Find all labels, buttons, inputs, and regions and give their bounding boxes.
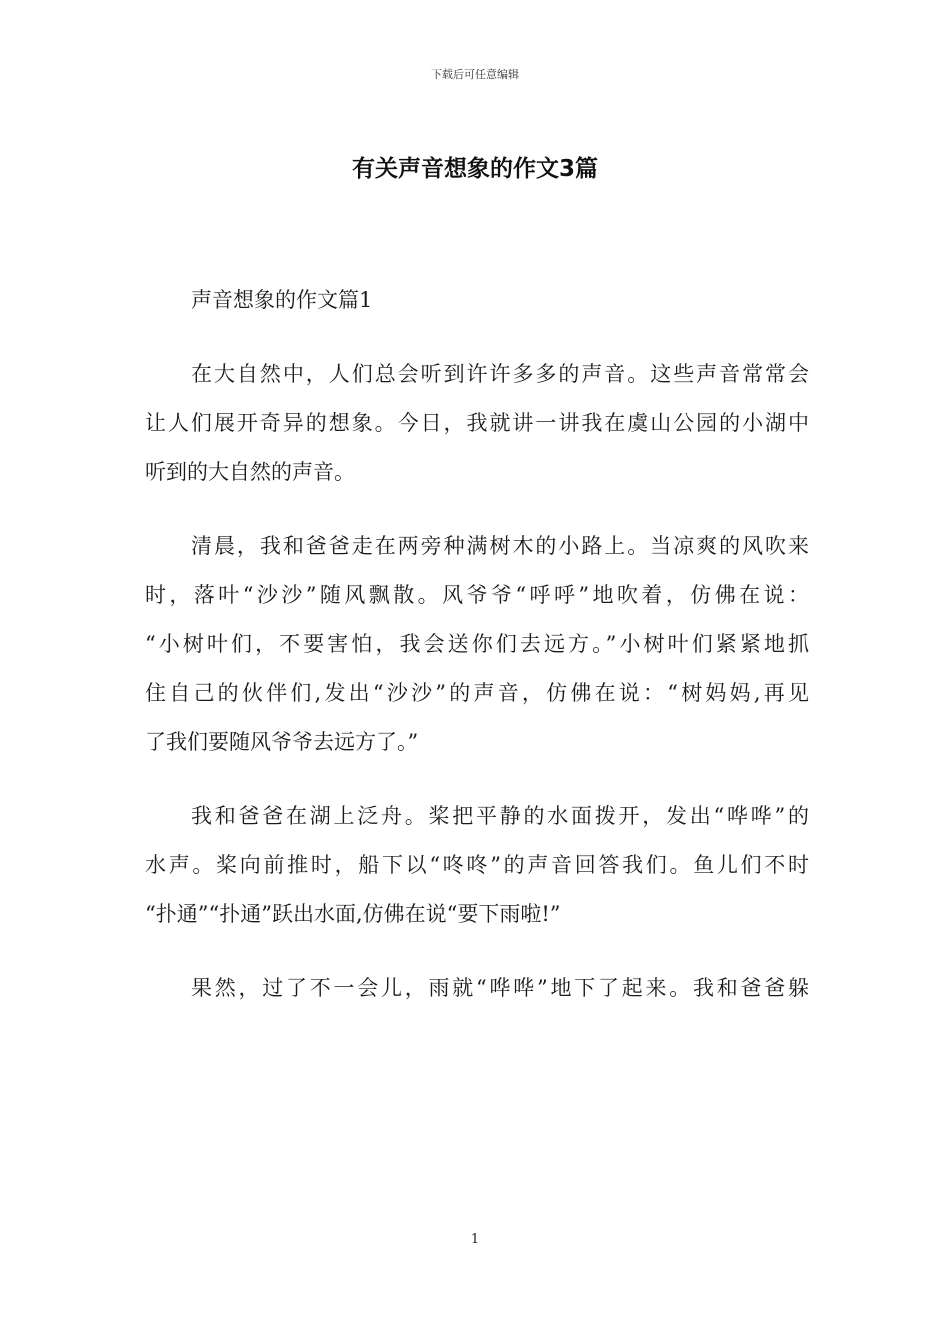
paragraph-gap <box>145 939 809 964</box>
text-line: 时，落叶“沙沙”随风飘散。风爷爷“呼呼”地吹着，仿佛在说： <box>145 583 809 607</box>
text-line: 住自己的伙伴们,发出“沙沙”的声音，仿佛在说：“树妈妈,再见 <box>145 681 809 705</box>
paragraph-gap <box>145 497 809 522</box>
text-line: 我和爸爸在湖上泛舟。桨把平静的水面拨开，发出“哗哗”的 <box>191 804 809 828</box>
text-line: 在大自然中，人们总会听到许许多多的声音。这些声音常常会 <box>191 362 809 386</box>
text-line: 水声。桨向前推时，船下以“咚咚”的声音回答我们。鱼儿们不时 <box>145 853 809 877</box>
page-title: 有关声音想象的作文3篇 <box>351 156 598 182</box>
document-body <box>145 276 809 1013</box>
paragraph-4 <box>145 964 809 1013</box>
header-note: 下载后可任意编辑 <box>431 68 519 81</box>
paragraph-1 <box>145 350 809 497</box>
text-line: 听到的大自然的声音。 <box>145 460 355 484</box>
section-heading: 声音想象的作文篇1 <box>191 288 373 312</box>
text-line: “小树叶们，不要害怕，我会送你们去远方。”小树叶们紧紧地抓 <box>145 632 809 656</box>
text-line: 清晨，我和爸爸走在两旁种满树木的小路上。当凉爽的风吹来 <box>191 534 809 558</box>
text-line: 果然，过了不一会儿，雨就“哗哗”地下了起来。我和爸爸躲 <box>191 976 809 1000</box>
paragraph-gap <box>145 767 809 792</box>
text-line: “扑通”“扑通”跃出水面,仿佛在说“要下雨啦!” <box>145 902 561 926</box>
paragraph-3 <box>145 792 809 939</box>
paragraph-gap <box>145 325 809 350</box>
text-line: 让人们展开奇异的想象。今日，我就讲一讲我在虞山公园的小湖中 <box>145 411 809 435</box>
text-line: 了我们要随风爷爷去远方了。” <box>145 730 419 754</box>
page-number: 1 <box>470 1232 480 1247</box>
paragraph-2 <box>145 522 809 767</box>
